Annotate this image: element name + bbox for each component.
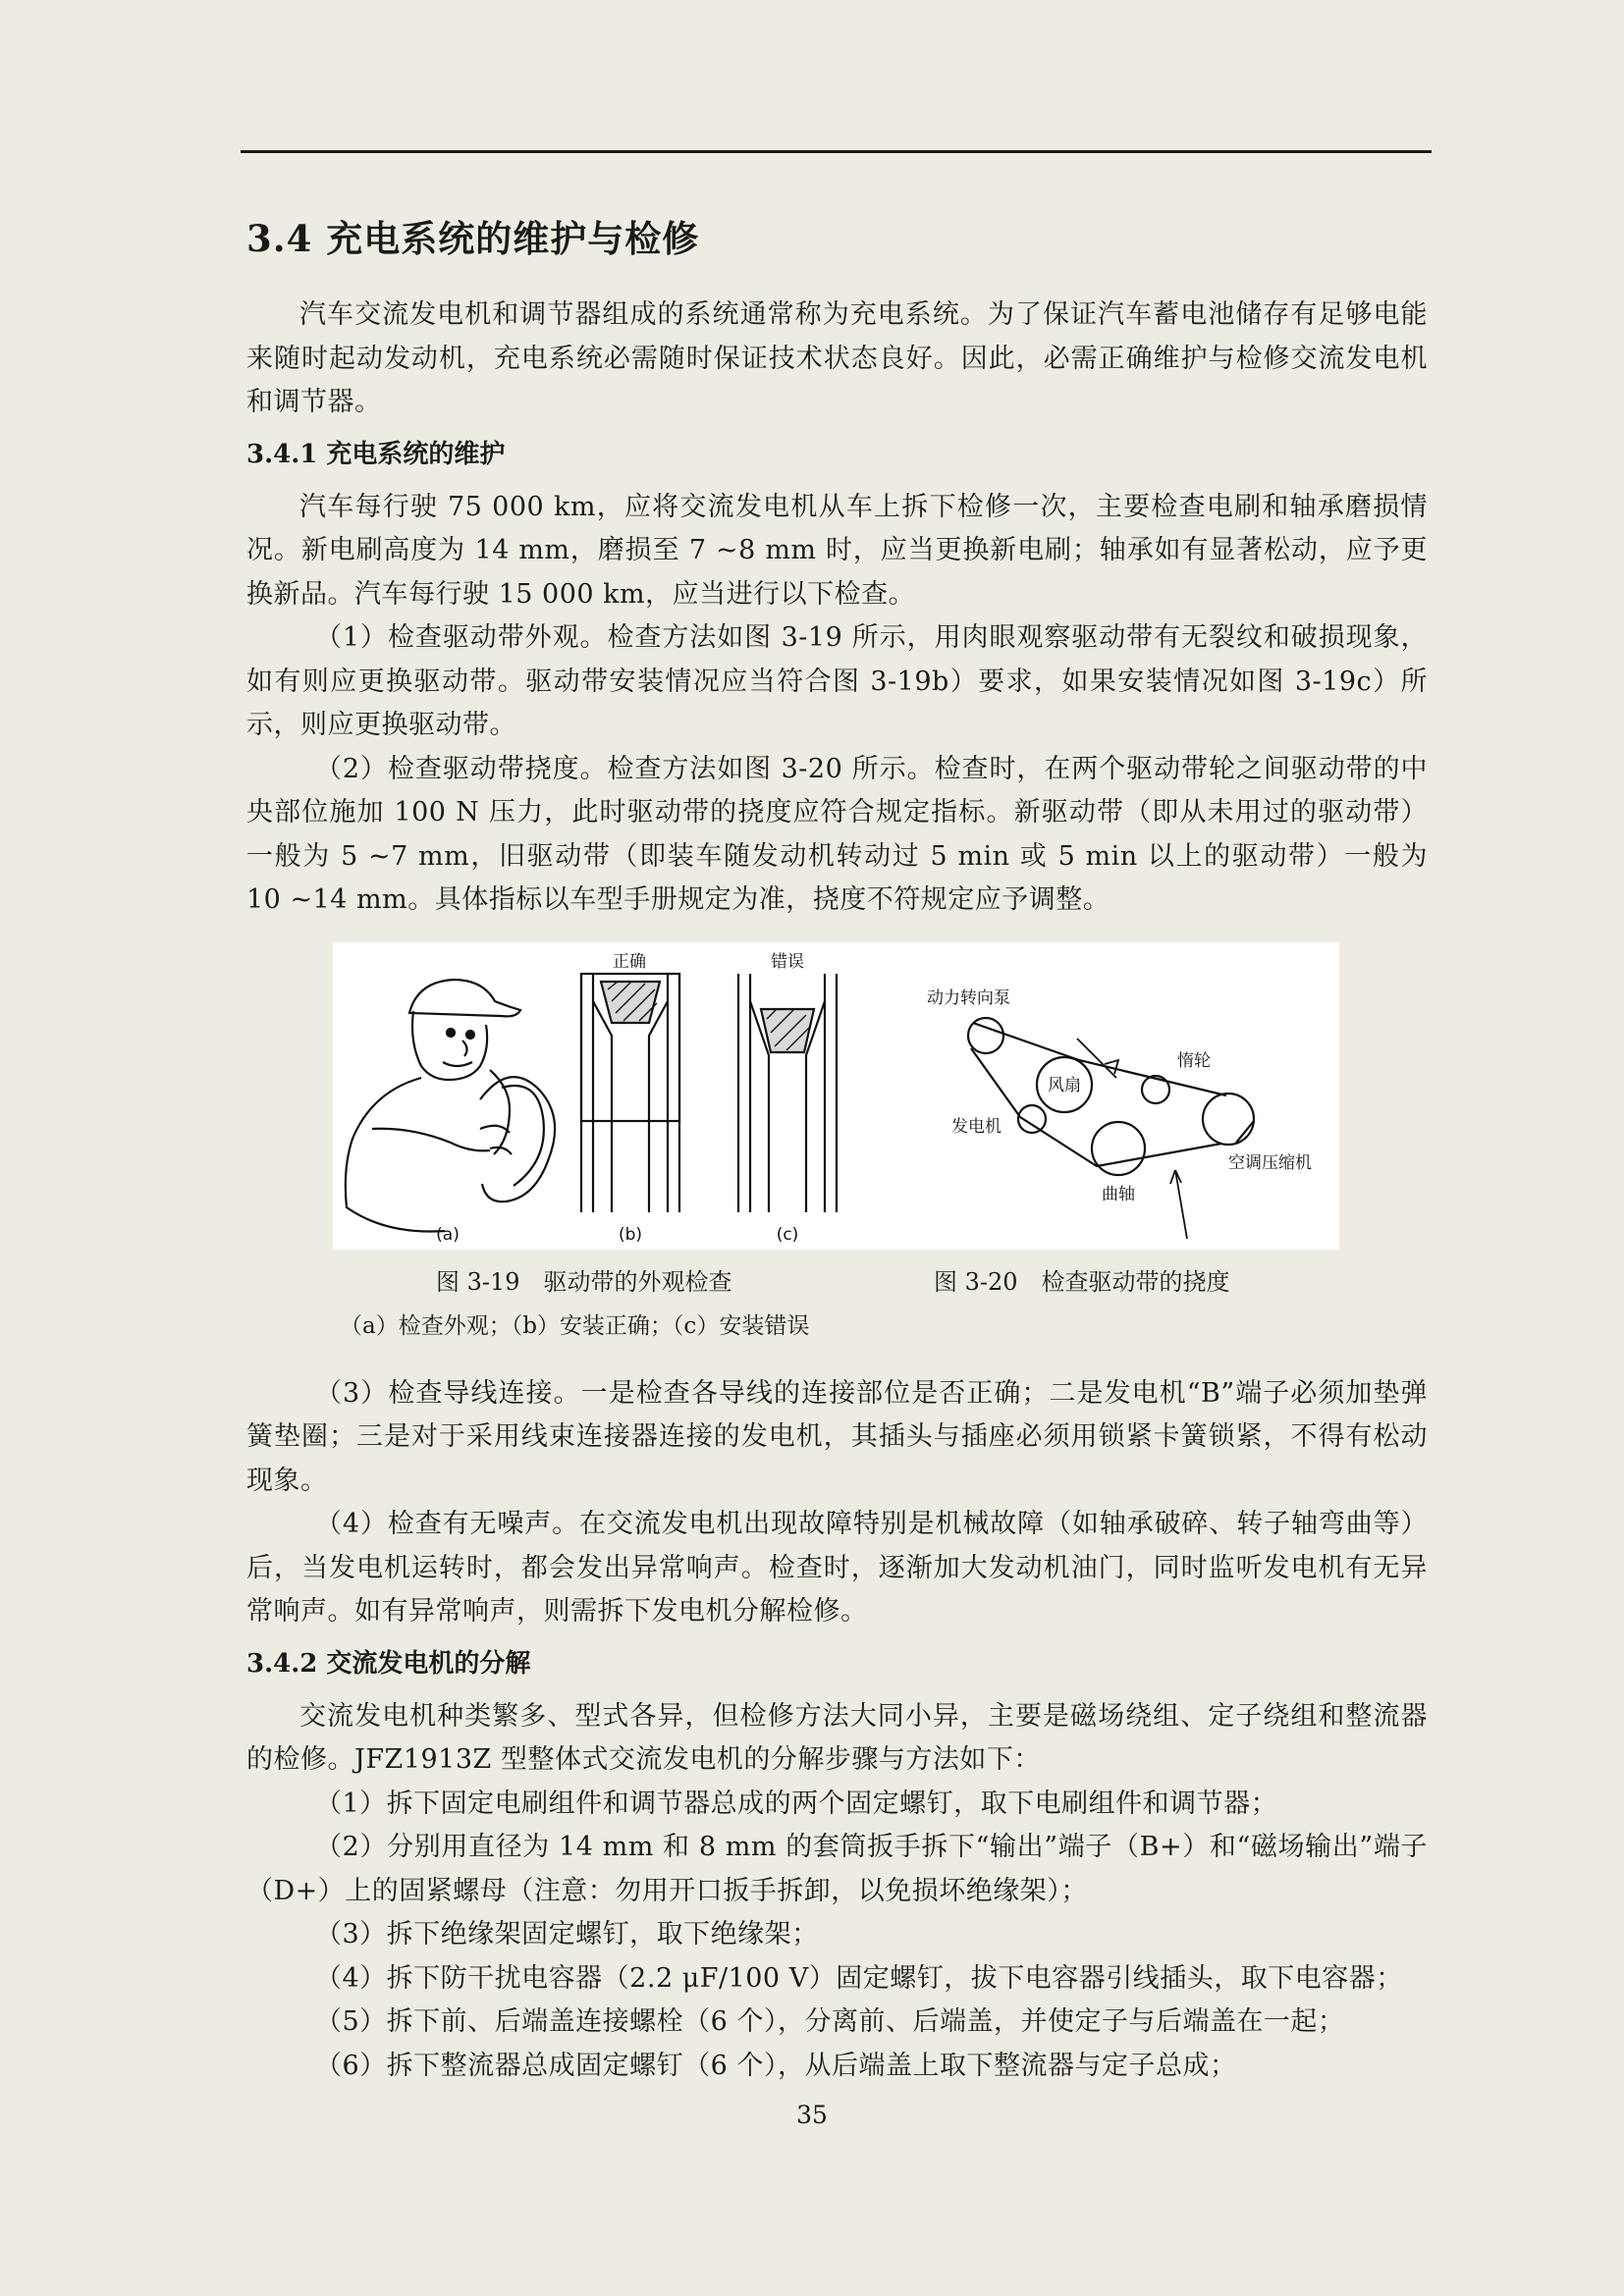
figure-area — [246, 942, 1428, 1372]
page-content — [246, 211, 1428, 2088]
page-number: 35 — [796, 2101, 828, 2129]
label-b: (b) — [618, 1224, 643, 1245]
disassembly-step-2: （2）分别用直径为 14 mm 和 8 mm 的套筒扳手拆下“输出”端子（B+）和“磁场输出”端子（D+）上的固紧螺母（注意：勿用开口扳手拆卸，以免损坏绝缘架）； — [246, 1832, 1428, 1906]
disassembly-step-1: （1）拆下固定电刷组件和调节器总成的两个固定螺钉，取下电刷组件和调节器； — [315, 1788, 1278, 1819]
label-crankshaft: 曲轴 — [1102, 1184, 1135, 1204]
disassembly-step-6: （6）拆下整流器总成固定螺钉（6 个），从后端盖上取下整流器与定子总成； — [315, 2050, 1237, 2081]
label-wrong: 错误 — [771, 951, 804, 972]
mechanic-illustration — [346, 980, 555, 1232]
maintenance-intro: 汽车每行驶 75 000 km，应将交流发电机从车上拆下检修一次，主要检查电刷和轴承磨损情况。新电刷高度为 14 mm，磨损至 7 ~8 mm 时，应当更换新电刷；轴承如有显著松动，应予更换新品。汽车每行驶 15 000 km，应当进行以下检查。 — [246, 491, 1428, 610]
subsection-heading-maintenance: 3.4.1 充电系统的维护 — [246, 439, 506, 469]
check-item-2: （2）检查驱动带挠度。检查方法如图 3-20 所示。检查时，在两个驱动带轮之间驱动带的中央部位施加 100 N 压力，此时驱动带的挠度应符合规定指标。新驱动带（即从未用过的驱动带）一般为 5 ~7 mm，旧驱动带（即装车随发动机转动过 5 min 或 5 min 以上的驱动带）一般为 10 ~14 mm。具体指标以车型手册规定为准，挠度不符规定应予调整。 — [246, 753, 1428, 915]
label-a: (a) — [436, 1224, 460, 1245]
belt-routing-diagram — [968, 1018, 1254, 1239]
belt-figures-svg — [333, 942, 1339, 1250]
disassembly-step-3: （3）拆下绝缘架固定螺钉，取下绝缘架； — [315, 1919, 819, 1949]
label-ac-compressor: 空调压缩机 — [1228, 1152, 1312, 1173]
pulley-correct-diagram — [581, 974, 679, 1212]
label-power-steering-pump: 动力转向泵 — [927, 988, 1010, 1008]
label-c: (c) — [776, 1224, 799, 1245]
subsection-heading-disassembly: 3.4.2 交流发电机的分解 — [246, 1648, 531, 1679]
section-intro: 汽车交流发电机和调节器组成的系统通常称为充电系统。为了保证汽车蓄电池储存有足够电能来随时起动发动机，充电系统必需随时保证技术状态良好。因此，必需正确维护与检修交流发电机和调节器。 — [246, 299, 1428, 417]
check-item-3: （3）检查导线连接。一是检查各导线的连接部位是否正确；二是发电机“B”端子必须加垫弹簧垫圈；三是对于采用线束连接器连接的发电机，其插头与插座必须用锁紧卡簧锁紧，不得有松动现象。 — [246, 1377, 1428, 1496]
pulley-wrong-diagram — [738, 974, 837, 1212]
figure-image — [333, 942, 1339, 1250]
check-item-1: （1）检查驱动带外观。检查方法如图 3-19 所示，用肉眼观察驱动带有无裂纹和破损现象，如有则应更换驱动带。驱动带安装情况应当符合图 3-19b）要求，如果安装情况如图 3-19c）所示，则应更换驱动带。 — [246, 622, 1428, 740]
label-alternator: 发电机 — [951, 1116, 1001, 1137]
caption-figure-3-19-sub: （a）检查外观；（b）安装正确；（c）安装错误 — [340, 1312, 810, 1339]
check-item-4: （4）检查有无噪声。在交流发电机出现故障特别是机械故障（如轴承破碎、转子轴弯曲等）后，当发电机运转时，都会发出异常响声。检查时，逐渐加大发动机油门，同时监听发电机有无异常响声。如有异常响声，则需拆下发电机分解检修。 — [246, 1509, 1428, 1627]
disassembly-step-4: （4）拆下防干扰电容器（2.2 μF/100 V）固定螺钉，拔下电容器引线插头，取下电容器； — [315, 1962, 1403, 1994]
disassembly-step-5: （5）拆下前、后端盖连接螺栓（6 个），分离前、后端盖，并使定子与后端盖在一起； — [315, 2006, 1345, 2037]
label-fan: 风扇 — [1048, 1075, 1081, 1095]
caption-figure-3-19: 图 3-19 驱动带的外观检查 — [436, 1267, 732, 1296]
label-correct: 正确 — [613, 951, 646, 972]
section-title: 3.4 充电系统的维护与检修 — [246, 217, 700, 260]
header-rule — [241, 150, 1432, 153]
caption-figure-3-20: 图 3-20 检查驱动带的挠度 — [934, 1267, 1230, 1296]
label-idler: 惰轮 — [1177, 1050, 1211, 1071]
disassembly-intro: 交流发电机种类繁多、型式各异，但检修方法大同小异，主要是磁场绕组、定子绕组和整流器的检修。JFZ1913Z 型整体式交流发电机的分解步骤与方法如下： — [246, 1700, 1428, 1775]
